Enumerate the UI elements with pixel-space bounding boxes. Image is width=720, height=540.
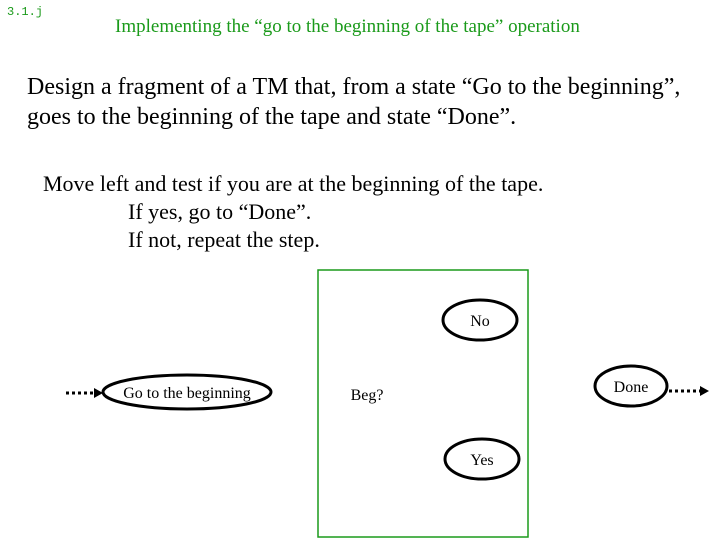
state-yes: [445, 439, 519, 479]
state-yes-label: Yes: [470, 452, 494, 469]
slide-number: 3.1.j: [7, 5, 44, 19]
state-done-label: Done: [613, 379, 649, 396]
state-go-to-beginning-label: Go to the beginning: [123, 385, 251, 402]
state-no: [443, 300, 517, 340]
step-move-left: Move left and test if you are at the beginning of the tape.: [43, 171, 544, 196]
outgoing-arrow: [669, 386, 709, 396]
task-description-line-1: Design a fragment of a TM that, from a state “Go to the beginning”,: [27, 74, 681, 100]
state-go-to-beginning: [103, 375, 271, 409]
state-no-label: No: [470, 313, 490, 330]
state-beg-label: Beg?: [350, 387, 384, 404]
step-if-not: If not, repeat the step.: [128, 227, 320, 252]
state-done: [595, 366, 667, 406]
step-if-yes: If yes, go to “Done”.: [128, 199, 312, 224]
incoming-arrow: [66, 388, 103, 398]
slide-title: Implementing the “go to the beginning of the tape” operation: [115, 16, 580, 37]
task-description-line-2: goes to the beginning of the tape and state “Done”.: [27, 104, 517, 130]
